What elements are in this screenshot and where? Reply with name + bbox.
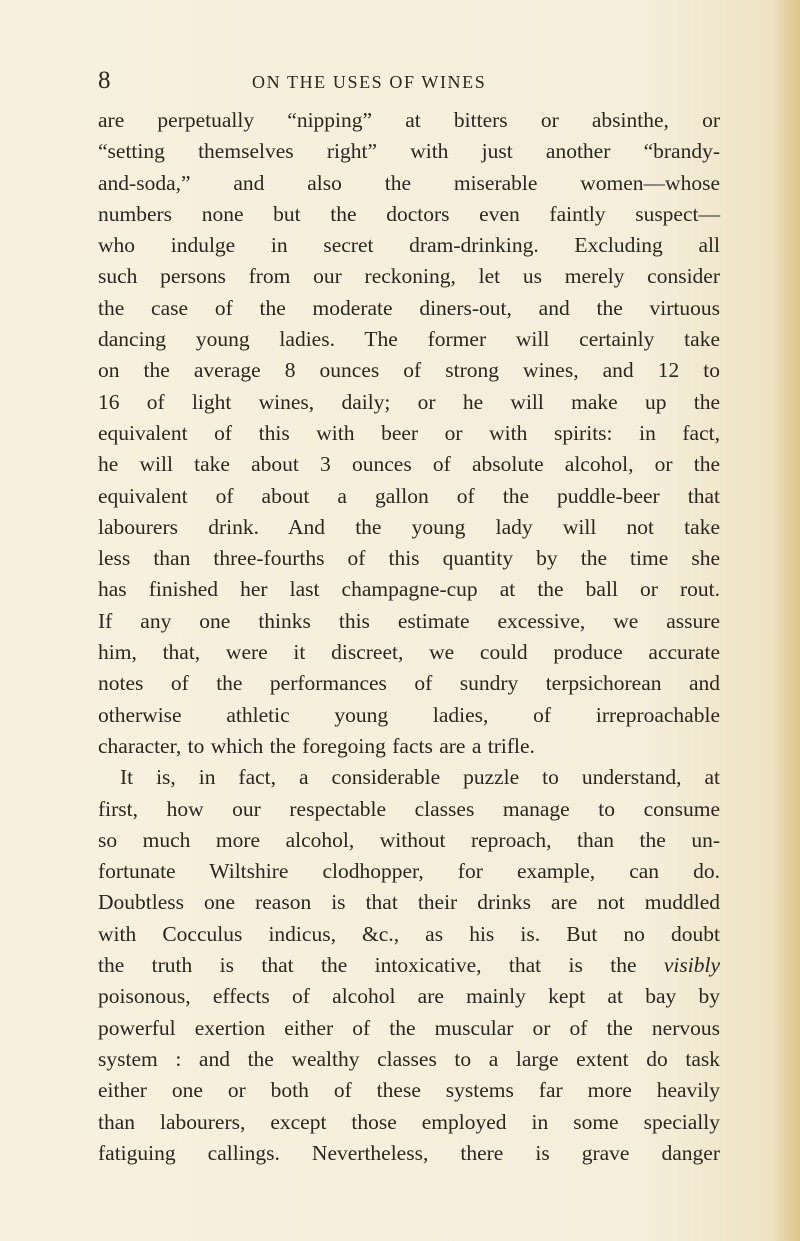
text-line: If any one thinks this estimate excessive, we assure <box>98 608 720 633</box>
text-line: equivalent of this with beer or with spirits: in fact, <box>98 420 720 445</box>
text-line: him, that, were it discreet, we could produce accurate <box>98 640 720 665</box>
text-line: equivalent of about a gallon of the puddle-beer that <box>98 483 720 508</box>
text-line: Doubtless one reason is that their drinks are not muddled <box>98 890 720 915</box>
body-text <box>98 105 720 1169</box>
text-line: are perpetually “nipping” at bitters or absinthe, or <box>98 108 720 132</box>
text-line: first, how our respectable classes manage to consume <box>98 796 720 821</box>
text-line: notes of the performances of sundry terpsichorean and <box>98 671 720 696</box>
text-line: poisonous, effects of alcohol are mainly kept at bay by <box>98 984 720 1009</box>
text-line: system : and the wealthy classes to a large extent do task <box>98 1046 720 1071</box>
text-line: on the average 8 ounces of strong wines, and 12 to <box>98 358 720 383</box>
page-number: 8 <box>98 67 111 94</box>
text-line: otherwise athletic young ladies, of irreproachable <box>98 702 720 727</box>
italic-word: visibly <box>663 953 720 978</box>
text-line: such persons from our reckoning, let us merely consider <box>98 264 720 289</box>
text-line-segment: the truth is that the intoxicative, that is the <box>98 953 664 978</box>
running-title: ON THE USES OF WINES <box>252 72 487 92</box>
text-line: character, to which the foregoing facts are a trifle. <box>98 733 535 758</box>
text-line: who indulge in secret dram-drinking. Excluding all <box>98 233 720 258</box>
text-line: “setting themselves right” with just another “brandy- <box>98 139 720 164</box>
text-line: powerful exertion either of the muscular or of the nervous <box>98 1015 720 1040</box>
page-header <box>0 66 800 96</box>
text-line: and-soda,” and also the miserable women—whose <box>98 170 720 195</box>
text-line: he will take about 3 ounces of absolute alcohol, or the <box>98 452 720 477</box>
text-line: less than three-fourths of this quantity by the time she <box>98 546 720 571</box>
text-line: It is, in fact, a considerable puzzle to understand, at <box>120 765 720 790</box>
text-line: numbers none but the doctors even faintly suspect— <box>98 201 720 226</box>
text-line: fortunate Wiltshire clodhopper, for example, can do. <box>98 859 720 884</box>
text-line <box>98 950 720 981</box>
text-line: than labourers, except those employed in some specially <box>98 1109 720 1134</box>
text-line: the case of the moderate diners-out, and the virtuous <box>98 295 720 320</box>
text-line: dancing young ladies. The former will certainly take <box>98 327 720 352</box>
text-line: 16 of light wines, daily; or he will make up the <box>98 389 720 414</box>
text-line: so much more alcohol, without reproach, than the un- <box>98 827 720 852</box>
text-line: either one or both of these systems far more heavily <box>98 1078 720 1103</box>
text-line: fatiguing callings. Nevertheless, there is grave danger <box>98 1140 720 1165</box>
page-edge-shadow <box>774 0 800 1241</box>
text-line: has finished her last champagne-cup at the ball or rout. <box>98 577 720 602</box>
text-line: with Cocculus indicus, &c., as his is. But no doubt <box>98 921 720 946</box>
text-line: labourers drink. And the young lady will not take <box>98 514 720 539</box>
